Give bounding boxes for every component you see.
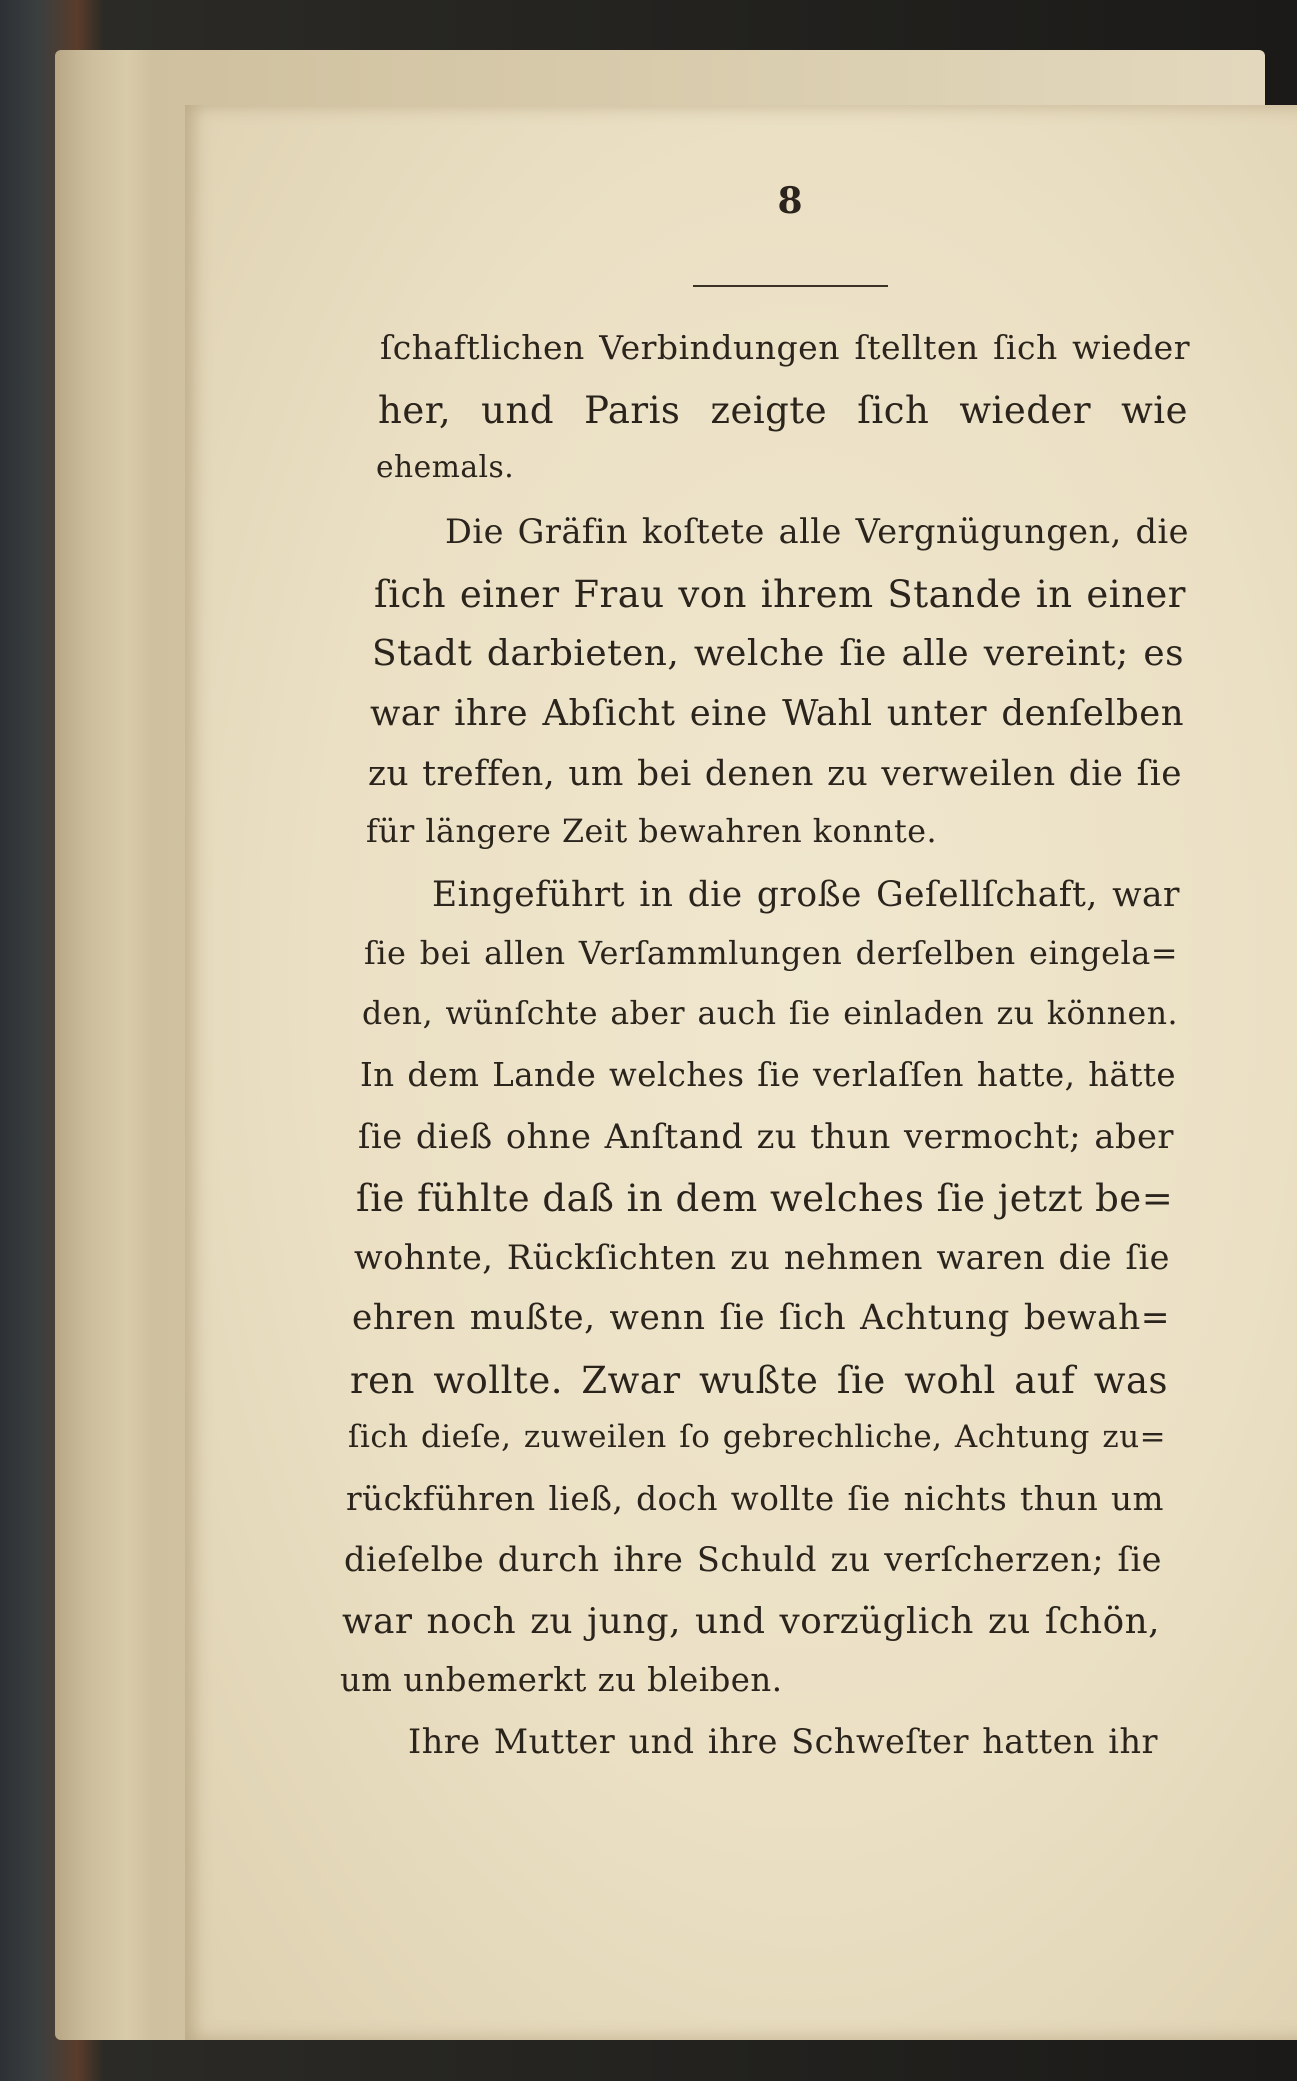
text-line-14: ſie dieß ohne Anſtand zu thun vermocht; aber <box>358 1117 1174 1156</box>
text-line-10: Eingeführt in die große Geſellſchaft, war <box>432 875 1180 915</box>
text-line-4: Die Gräfin koſtete alle Vergnügungen, die <box>445 512 1189 551</box>
page-number: 8 <box>777 180 803 222</box>
text-line-12: den, wünſchte aber auch ſie einladen zu können. <box>362 996 1178 1032</box>
text-line-23: um unbemerkt zu bleiben. <box>340 1661 783 1699</box>
text-line-18: ren wollte. Zwar wußte ſie wohl auf was <box>350 1359 1168 1402</box>
text-line-3: ehemals. <box>376 449 515 484</box>
text-line-19: ſich dieſe, zuweilen ſo gebrechliche, Achtung zu= <box>348 1419 1166 1455</box>
text-line-13: In dem Lande welches ſie verlaſſen hatte, hätte <box>360 1056 1176 1094</box>
text-line-22: war noch zu jung, und vorzüglich zu ſchön, <box>342 1601 1160 1642</box>
text-line-24: Ihre Mutter und ihre Schweſter hatten ihr <box>408 1722 1158 1761</box>
text-line-7: war ihre Abſicht eine Wahl unter denſelben <box>370 693 1184 734</box>
text-line-17: ehren mußte, wenn ſie ſich Achtung bewah= <box>352 1298 1170 1338</box>
text-line-2: her, und Paris zeigte ſich wieder wie <box>378 389 1188 432</box>
text-line-15: ſie fühlte daß in dem welches ſie jetzt be= <box>356 1177 1174 1220</box>
text-line-8: zu treffen, um bei denen zu verweilen die ſie <box>368 754 1182 794</box>
text-line-5: ſich einer Frau von ihrem Stande in einer <box>374 573 1186 616</box>
text-line-16: wohnte, Rückſichten zu nehmen waren die ſie <box>354 1238 1170 1277</box>
text-line-21: dieſelbe durch ihre Schuld zu verſcherzen; ſie <box>344 1540 1162 1579</box>
text-line-11: ſie bei allen Verſammlungen derſelben eingela= <box>364 934 1178 972</box>
text-line-9: für längere Zeit bewahren konnte. <box>366 814 938 850</box>
text-line-6: Stadt darbieten, welche ſie alle vereint; es <box>372 633 1184 674</box>
text-line-20: rückführen ließ, doch wollte ſie nichts thun um <box>346 1480 1164 1518</box>
text-line-1: ſchaftlichen Verbindungen ſtellten ſich wieder <box>380 328 1190 367</box>
